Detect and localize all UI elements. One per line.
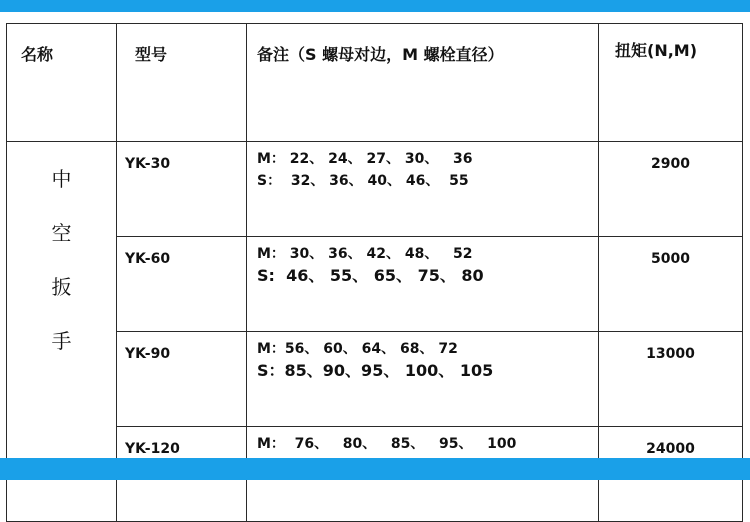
nut-sizes: S: 46、 55、 65、 75、 80 — [257, 266, 484, 285]
note-cell — [247, 237, 599, 332]
top-blue-band — [0, 0, 750, 12]
model-cell: YK-90 — [117, 332, 247, 427]
group-char: 中 — [51, 167, 72, 191]
table-row — [7, 142, 743, 237]
nut-sizes: S： 32、 36、 40、 46、 55 — [257, 173, 469, 189]
spec-sheet — [0, 12, 750, 458]
header-torque: 扭矩(N,M) — [599, 24, 743, 142]
torque-cell: 24000 — [599, 427, 743, 522]
table-row — [7, 237, 743, 332]
torque-cell: 2900 — [599, 142, 743, 237]
table-row — [7, 332, 743, 427]
header-note: 备注（S 螺母对边，M 螺栓直径） — [247, 24, 599, 142]
torque-cell: 13000 — [599, 332, 743, 427]
model-cell: YK-30 — [117, 142, 247, 237]
header-model: 型号 — [117, 24, 247, 142]
group-char: 空 — [51, 221, 72, 245]
model-cell: YK-60 — [117, 237, 247, 332]
group-char: 手 — [51, 329, 72, 353]
bottom-blue-band — [0, 458, 750, 480]
group-char: 扳 — [51, 275, 72, 299]
header-name: 名称 — [7, 24, 117, 142]
bolt-diameters: M： 22、 24、 27、 30、 36 — [257, 151, 473, 167]
bolt-diameters: M： 76、 80、 85、 95、 100 — [257, 436, 517, 452]
model-cell: YK-120 — [117, 427, 247, 522]
header-row — [7, 24, 743, 142]
spec-table — [6, 23, 743, 522]
note-cell — [247, 332, 599, 427]
torque-cell: 5000 — [599, 237, 743, 332]
bolt-diameters: M： 30、 36、 42、 48、 52 — [257, 246, 473, 262]
nut-sizes: S：85、90、95、 100、 105 — [257, 361, 494, 380]
note-cell — [247, 142, 599, 237]
bolt-diameters: M：56、 60、 64、 68、 72 — [257, 341, 458, 357]
